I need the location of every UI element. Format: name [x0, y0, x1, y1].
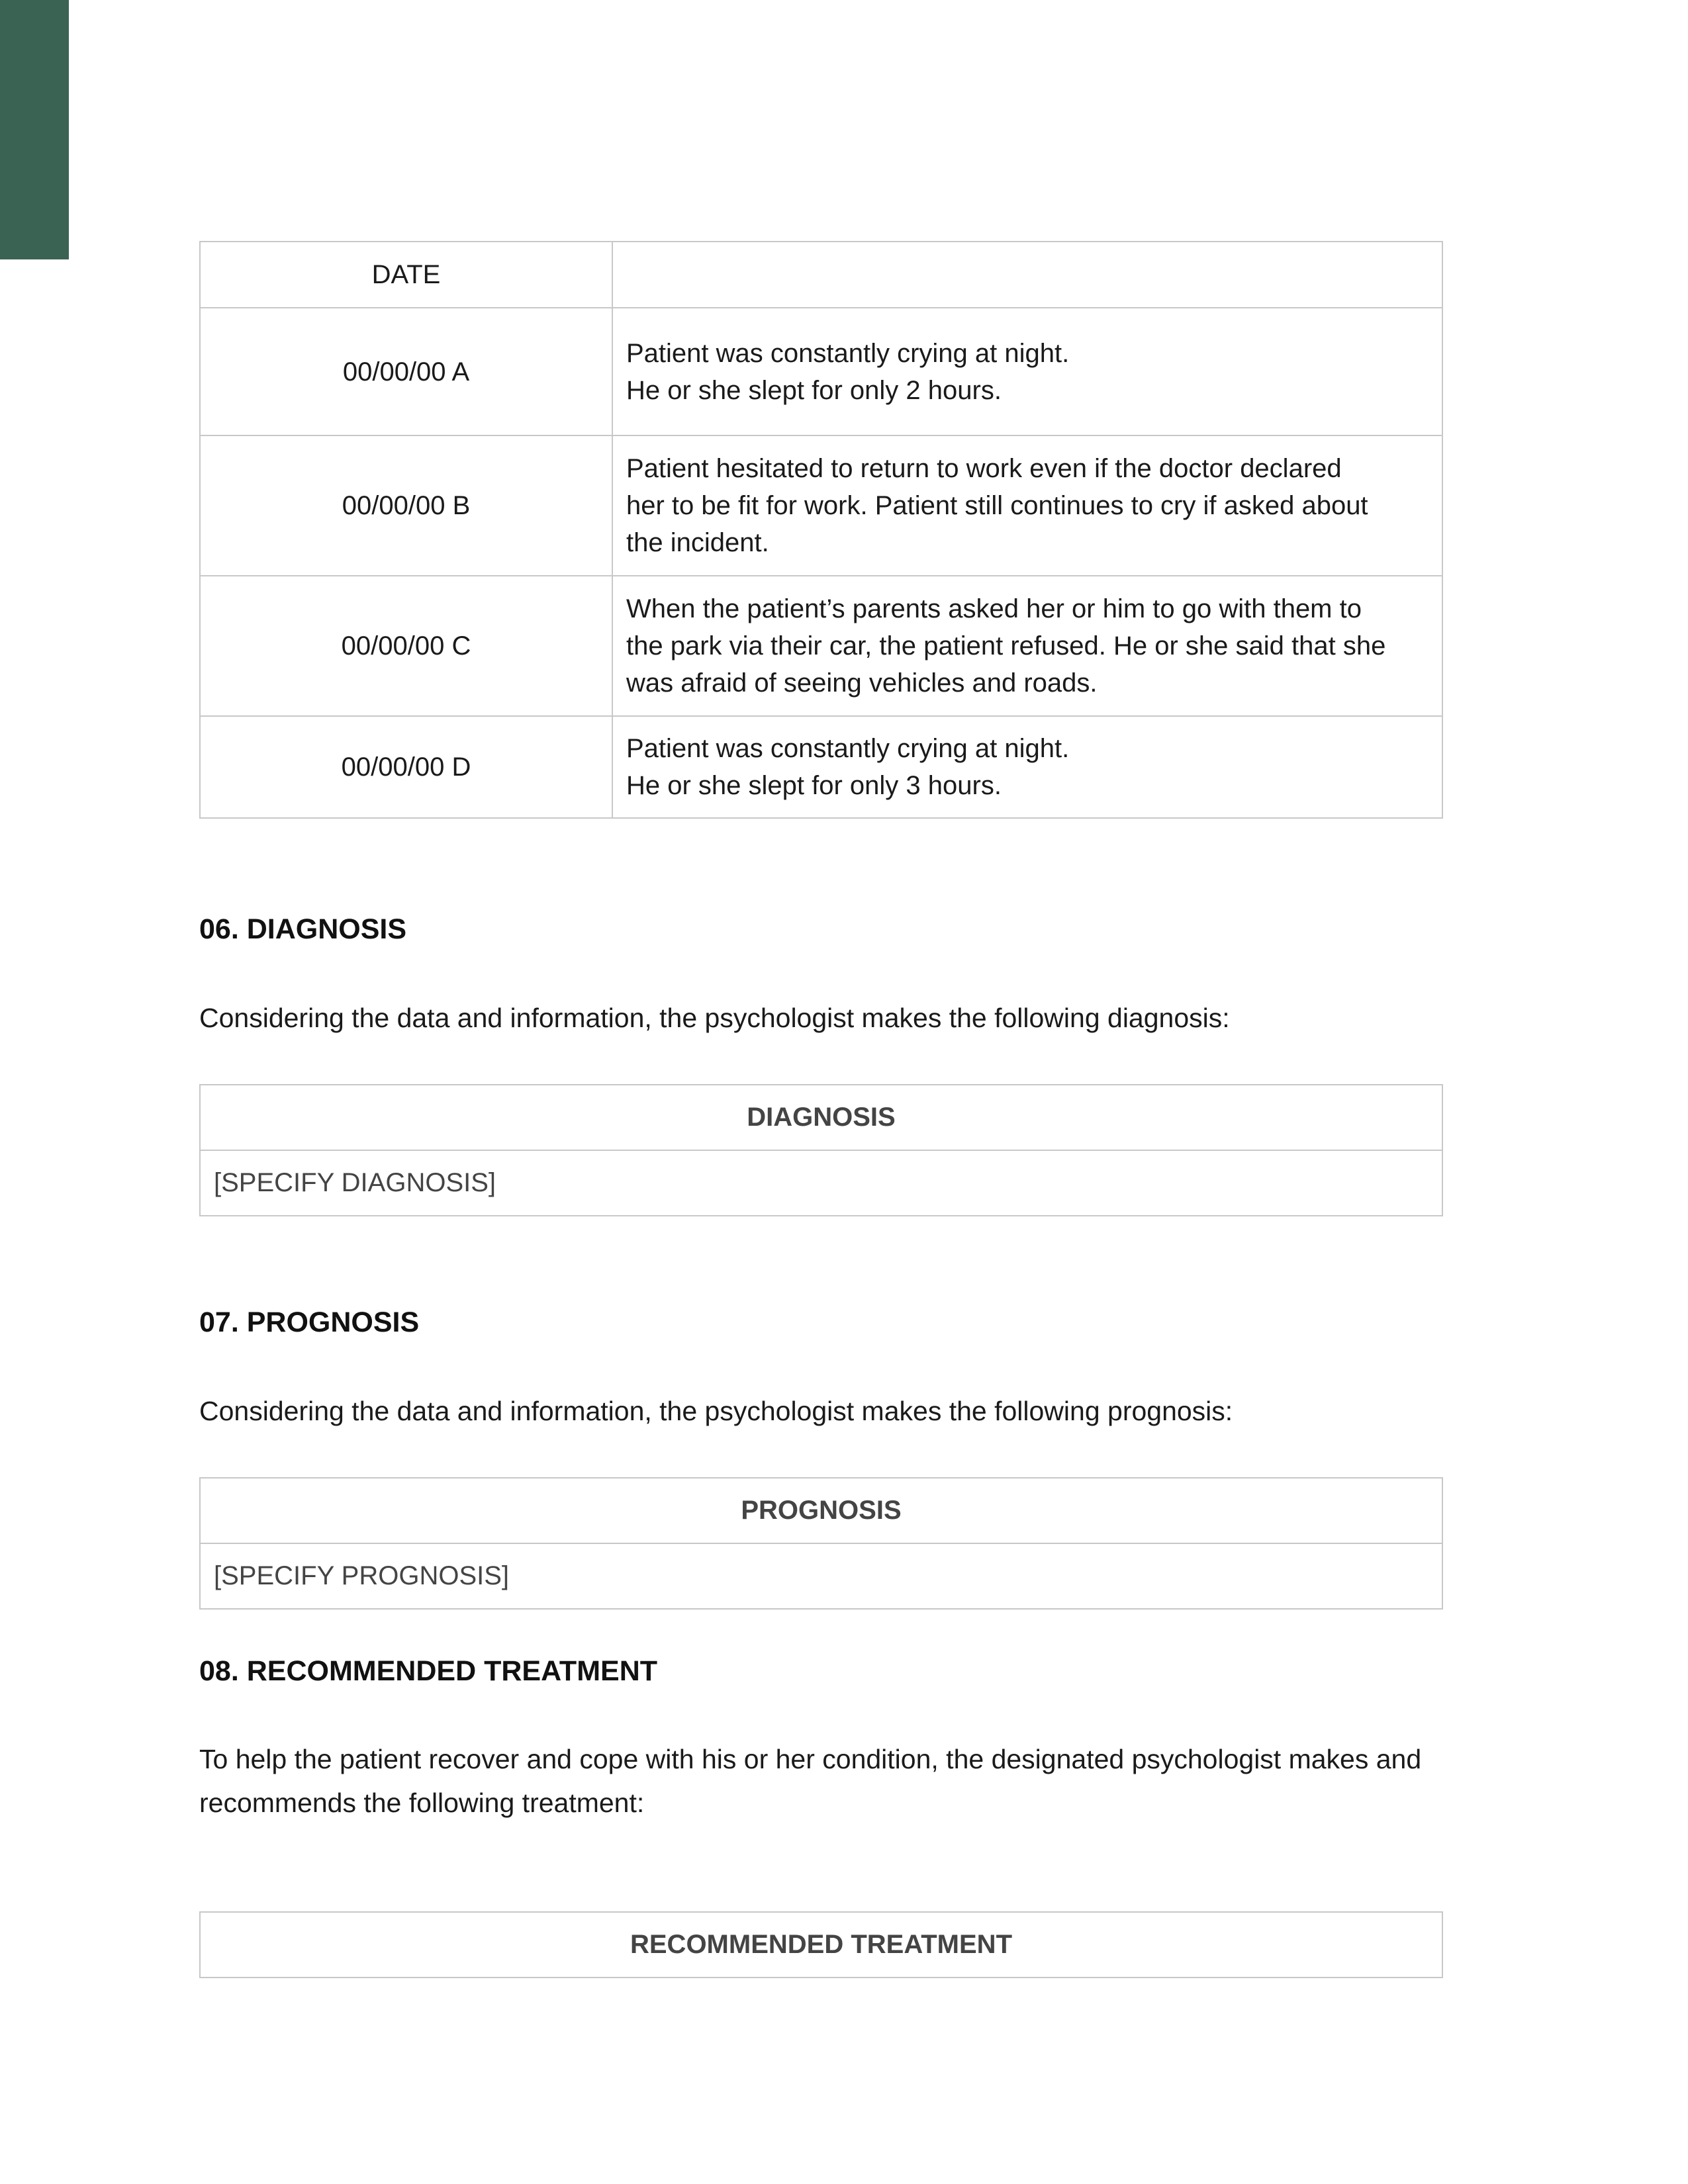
- note-line: He or she slept for only 2 hours.: [626, 375, 1002, 405]
- diagnosis-table-header: DIAGNOSIS: [200, 1085, 1442, 1150]
- treatment-table-header: RECOMMENDED TREATMENT: [200, 1912, 1442, 1978]
- row-date: 00/00/00 C: [200, 576, 612, 716]
- treatment-heading: 08. RECOMMENDED TREATMENT: [199, 1655, 658, 1687]
- row-date: 00/00/00 D: [200, 716, 612, 818]
- prognosis-table-value-row: [200, 1543, 1442, 1609]
- row-note: [612, 716, 1442, 818]
- note-line: was afraid of seeing vehicles and roads.: [626, 668, 1098, 698]
- table-row: [200, 308, 1442, 435]
- prognosis-table-header-row: [200, 1478, 1442, 1543]
- prognosis-intro: Considering the data and information, the psychologist makes the following prognosis:: [199, 1396, 1233, 1426]
- table-row: [200, 435, 1442, 576]
- row-note: [612, 576, 1442, 716]
- treatment-table-header-row: [200, 1912, 1442, 1978]
- diagnosis-placeholder: [SPECIFY DIAGNOSIS]: [200, 1150, 1442, 1216]
- diagnosis-table-header-row: [200, 1085, 1442, 1150]
- table-row: [200, 576, 1442, 716]
- diagnosis-table: [199, 1084, 1443, 1216]
- treatment-table: [199, 1911, 1443, 1978]
- note-column-header: [612, 242, 1442, 308]
- prognosis-table: [199, 1477, 1443, 1610]
- treatment-intro-line: recommends the following treatment:: [199, 1788, 645, 1818]
- row-note: [612, 308, 1442, 435]
- progress-notes-table: [199, 241, 1443, 819]
- note-line: When the patient’s parents asked her or him to go with them to: [626, 594, 1362, 623]
- table-row: [200, 716, 1442, 818]
- note-line: Patient was constantly crying at night.: [626, 734, 1070, 763]
- note-line: the park via their car, the patient refused. He or she said that she: [626, 631, 1386, 660]
- note-line: the incident.: [626, 528, 769, 557]
- prognosis-heading: 07. PROGNOSIS: [199, 1306, 420, 1338]
- date-column-header: DATE: [200, 242, 612, 308]
- diagnosis-heading: 06. DIAGNOSIS: [199, 913, 407, 945]
- treatment-intro-line: To help the patient recover and cope with his or her condition, the designated psychologist makes and: [199, 1744, 1422, 1774]
- prognosis-table-header: PROGNOSIS: [200, 1478, 1442, 1543]
- note-line: He or she slept for only 3 hours.: [626, 771, 1002, 800]
- side-accent-bar: [0, 0, 69, 259]
- table-header-row: [200, 242, 1442, 308]
- diagnosis-table-value-row: [200, 1150, 1442, 1216]
- diagnosis-intro: Considering the data and information, the psychologist makes the following diagnosis:: [199, 1003, 1230, 1033]
- row-date: 00/00/00 B: [200, 435, 612, 576]
- note-line: Patient hesitated to return to work even if the doctor declared: [626, 454, 1342, 483]
- treatment-intro: [199, 1737, 1421, 1825]
- row-date: 00/00/00 A: [200, 308, 612, 435]
- prognosis-placeholder: [SPECIFY PROGNOSIS]: [200, 1543, 1442, 1609]
- row-note: [612, 435, 1442, 576]
- note-line: her to be fit for work. Patient still continues to cry if asked about: [626, 491, 1368, 520]
- note-line: Patient was constantly crying at night.: [626, 338, 1070, 368]
